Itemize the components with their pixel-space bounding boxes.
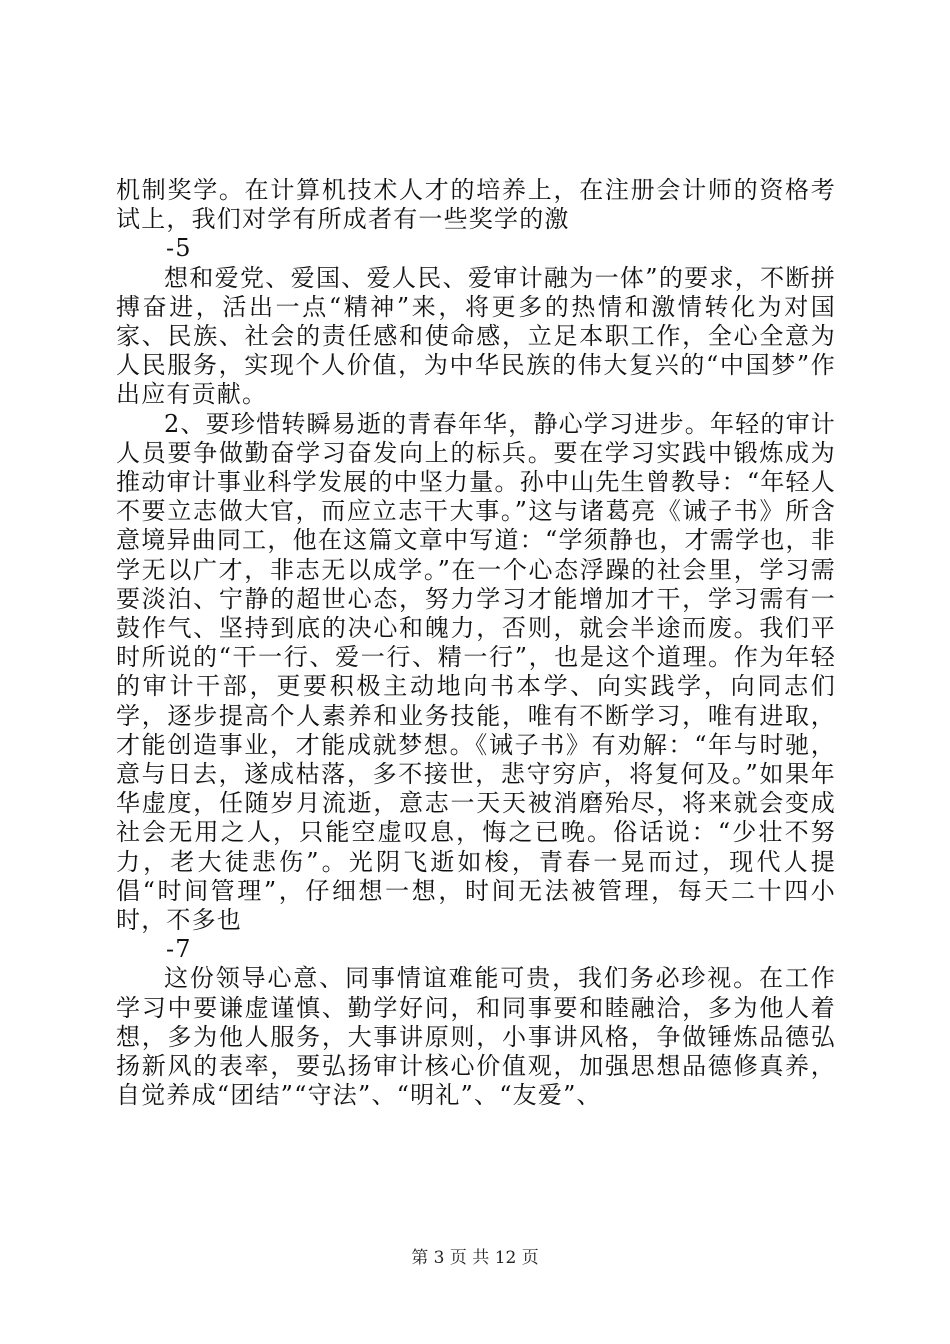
page-footer: 第 3 页 共 12 页 — [411, 1248, 539, 1268]
page-marker-7: -7 — [166, 935, 192, 964]
paragraph-4: 这份领导心意、同事情谊难能可贵，我们务必珍视。在工作学习中要谦虚谨慎、勤学好问，和同事要和睦融洽，多为他人着想，多为他人服务，大事讲原则，小事讲风格，争做锤炼品德弘扬新风的表率，要弘扬审计核心价值观，加强思想品德修真养，自觉养成“团结”“守法”、“明礼”、“友爱”、 — [116, 964, 836, 1110]
document-body — [116, 176, 836, 1111]
paragraph-3: 2、要珍惜转瞬易逝的青春年华，静心学习进步。年轻的审计人员要争做勤奋学习奋发向上的标兵。要在学习实践中锻炼成为推动审计事业科学发展的中坚力量。孙中山先生曾教导：“年轻人不要立志做大官，而应立志干大事。”这与诸葛亮《诫子书》所含意境异曲同工，他在这篇文章中写道：“学须静也，才需学也，非学无以广才，非志无以成学。”在一个心态浮躁的社会里，学习需要淡泊、宁静的超世心态，努力学习才能增加才干，学习需有一鼓作气、坚持到底的决心和魄力，否则，就会半途而废。我们平时所说的“干一行、爱一行、精一行”，也是这个道理。作为年轻的审计干部，更要积极主动地向书本学、向实践学，向同志们学，逐步提高个人素养和业务技能，唯有不断学习，唯有进取，才能创造事业，才能成就梦想。《诫子书》有劝解：“年与时驰，意与日去，遂成枯落，多不接世，悲守穷庐，将复何及。”如果年华虚度，任随岁月流逝，意志一天天被消磨殆尽，将来就会变成社会无用之人，只能空虚叹息，悔之已晚。俗话说：“少壮不努力，老大徒悲伤”。光阴飞逝如梭，青春一晃而过，现代人提倡“时间管理”，仔细想一想，时间无法被管理，每天二十四小时，不多也 — [116, 409, 836, 935]
paragraph-1: 机制奖学。在计算机技术人才的培养上，在注册会计师的资格考试上，我们对学有所成者有一些奖学的激 — [116, 176, 836, 234]
page-marker-5: -5 — [166, 234, 192, 263]
paragraph-2: 想和爱党、爱国、爱人民、爱审计融为一体”的要求，不断拼搏奋进，活出一点“精神”来，将更多的热情和激情转化为对国家、民族、社会的责任感和使命感，立足本职工作，全心全意为人民服务，实现个人价值，为中华民族的伟大复兴的“中国梦”作出应有贡献。 — [116, 263, 836, 409]
